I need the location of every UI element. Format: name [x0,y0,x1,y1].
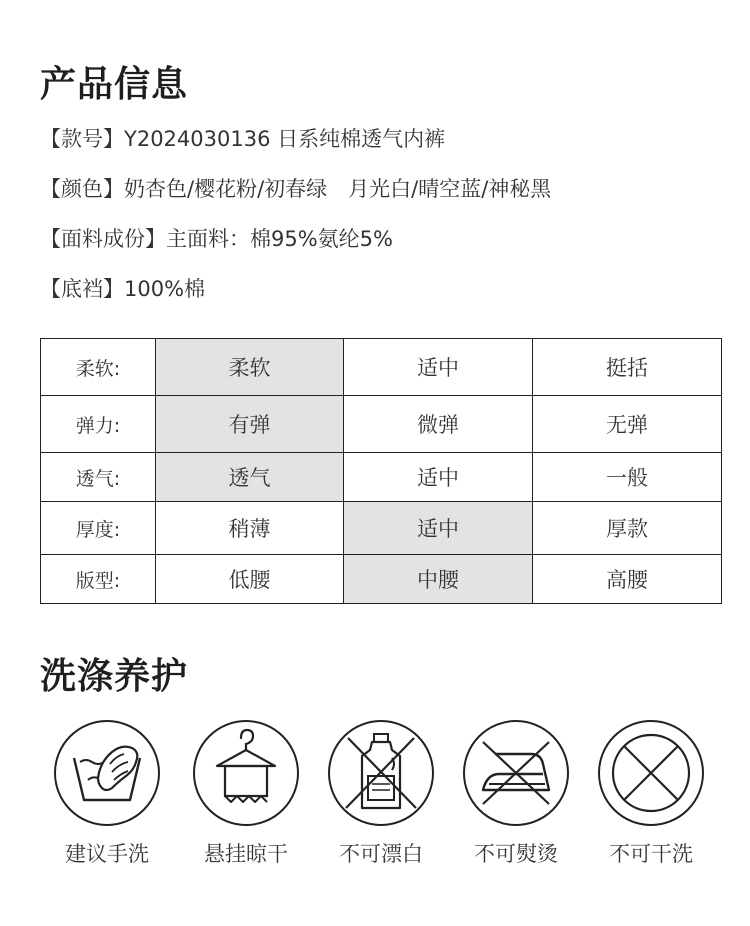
care-label: 悬挂晾干 [204,842,288,866]
care-label: 不可熨烫 [474,842,558,866]
info-line-colors [40,168,730,218]
property-option: 适中 [344,453,533,502]
property-option: 无弹 [533,396,722,453]
care-item-hand-wash [40,718,174,868]
property-option: 微弹 [344,396,533,453]
property-option: 柔软 [156,339,344,396]
info-key: 【款号】 [40,127,124,151]
property-option: 挺括 [533,339,722,396]
no-iron-icon [461,718,571,828]
property-row-thickness [41,502,722,555]
no-dry-clean-icon [596,718,706,828]
care-instructions [40,718,730,878]
care-label: 不可漂白 [339,842,423,866]
care-item-hang-dry [179,718,313,868]
hang-dry-icon [191,718,301,828]
info-line-style-number [40,118,730,168]
property-option: 适中 [344,339,533,396]
product-info-title: 产品信息 [40,64,189,105]
property-label: 透气: [41,453,156,502]
property-label: 版型: [41,555,156,604]
info-value: 100%棉 [124,277,206,301]
property-option: 高腰 [533,555,722,604]
property-row-breathability [41,453,722,502]
property-option: 稍薄 [156,502,344,555]
no-bleach-icon [326,718,436,828]
info-line-crotch [40,268,730,318]
care-label: 不可干洗 [609,842,693,866]
info-value: Y2024030136 日系纯棉透气内裤 [124,127,446,151]
property-option: 适中 [344,502,533,555]
info-value: 奶杏色/樱花粉/初春绿 月光白/晴空蓝/神秘黑 [124,177,552,201]
info-key: 【面料成份】 [40,227,166,251]
care-item-no-bleach [314,718,448,868]
hand-wash-icon [52,718,162,828]
info-key: 【底裆】 [40,277,124,301]
care-item-no-dry-clean [584,718,718,868]
property-label: 弹力: [41,396,156,453]
property-table [40,338,722,604]
property-row-fit [41,555,722,604]
property-option: 厚款 [533,502,722,555]
care-title: 洗涤养护 [40,656,189,697]
property-option: 一般 [533,453,722,502]
info-value: 主面料：棉95%氨纶5% [166,227,393,251]
info-line-fabric [40,218,730,268]
product-info-list [40,118,730,318]
care-label: 建议手洗 [65,842,149,866]
property-option: 有弹 [156,396,344,453]
property-row-softness [41,339,722,396]
property-row-elasticity [41,396,722,453]
property-label: 厚度: [41,502,156,555]
property-option: 中腰 [344,555,533,604]
property-label: 柔软: [41,339,156,396]
care-item-no-iron [449,718,583,868]
info-key: 【颜色】 [40,177,124,201]
property-option: 低腰 [156,555,344,604]
property-option: 透气 [156,453,344,502]
